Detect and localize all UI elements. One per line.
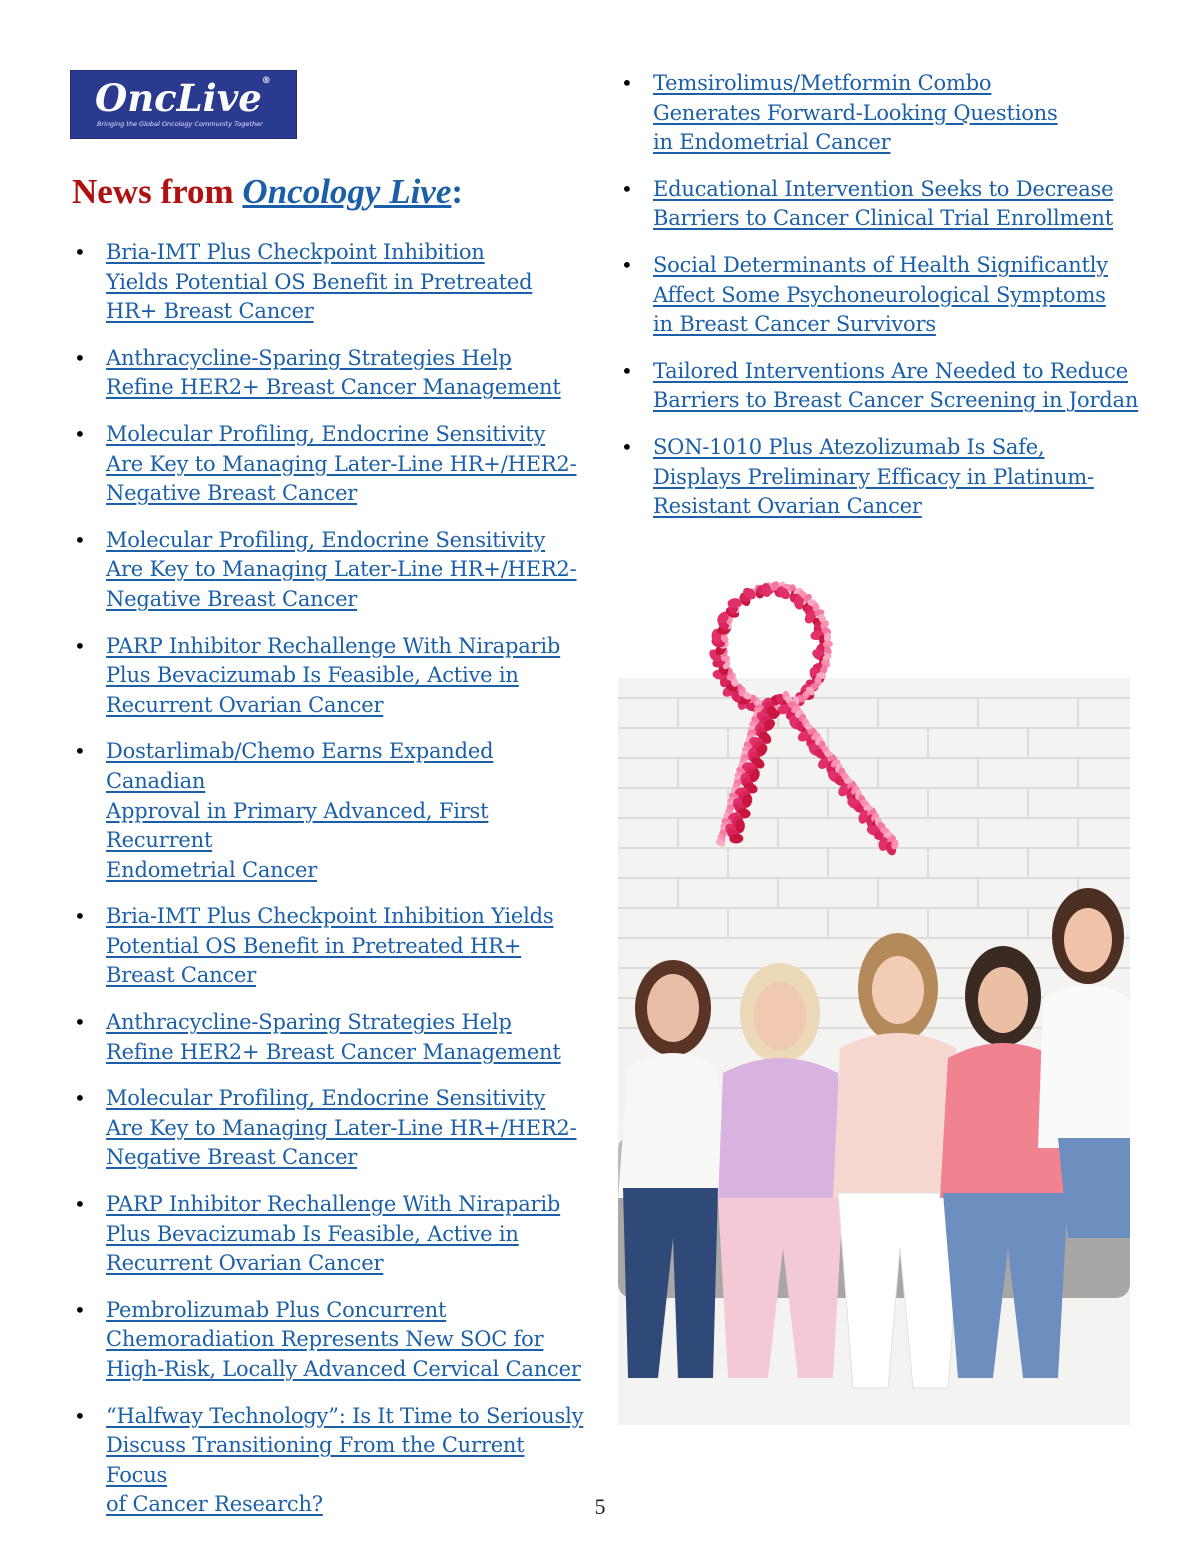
news-item	[72, 420, 592, 509]
heading-prefix: News from	[72, 172, 243, 211]
bullet-point: •	[621, 358, 633, 383]
news-item	[72, 1084, 592, 1173]
news-item	[72, 1296, 592, 1385]
bullet-point: •	[74, 633, 86, 658]
bullet-point: •	[621, 434, 633, 459]
bullet-point: •	[621, 252, 633, 277]
news-item-link[interactable]: PARP Inhibitor Rechallenge With Niraparib Plus Bevacizumab Is Feasible, Active in Recurrent Ovarian Cancer	[106, 1192, 561, 1276]
news-item	[619, 251, 1139, 340]
logo-tagline: Bringing the Global Oncology Community Together	[97, 120, 263, 128]
onclive-logo[interactable]	[70, 70, 297, 139]
news-item-link[interactable]: Social Determinants of Health Significantly Affect Some Psychoneurological Symptoms in Breast Cancer Survivors	[653, 252, 1108, 337]
page-number: 5	[594, 1494, 606, 1519]
news-item-link[interactable]: Temsirolimus/Metformin Combo Generates Forward-Looking Questions in Endometrial Cancer	[653, 71, 1058, 155]
news-item	[619, 433, 1139, 522]
news-item	[72, 902, 592, 991]
news-item	[72, 737, 592, 885]
section-heading	[72, 172, 463, 212]
news-item-link[interactable]: Anthracycline-Sparing Strategies Help Refine HER2+ Breast Cancer Management	[106, 345, 561, 400]
news-item	[72, 238, 592, 327]
bullet-point: •	[74, 904, 86, 929]
news-item	[72, 526, 592, 615]
news-item-link[interactable]: Pembrolizumab Plus Concurrent Chemoradiation Represents New SOC for High-Risk, Locally Advanced Cervical Cancer	[106, 1297, 581, 1381]
bullet-point: •	[74, 1086, 86, 1111]
bullet-point: •	[74, 739, 86, 764]
bullet-point: •	[74, 421, 86, 446]
news-item-link[interactable]: Tailored Interventions Are Needed to Reduce Barriers to Breast Cancer Screening in Jordan	[653, 358, 1139, 413]
news-item-link[interactable]: PARP Inhibitor Rechallenge With Niraparib Plus Bevacizumab Is Feasible, Active in Recurrent Ovarian Cancer	[106, 633, 561, 717]
news-item-link[interactable]: “Halfway Technology”: Is It Time to Seriously Discuss Transitioning From the Current Focus of Cancer Research?	[106, 1403, 584, 1517]
news-item-link[interactable]: Bria-IMT Plus Checkpoint Inhibition Yields Potential OS Benefit in Pretreated HR+ Breast Cancer	[106, 904, 554, 988]
bullet-point: •	[621, 176, 633, 201]
pink-ribbon-petals	[618, 570, 1130, 900]
bullet-point: •	[74, 1010, 86, 1035]
bullet-point: •	[74, 345, 86, 370]
news-item-link[interactable]: Molecular Profiling, Endocrine Sensitivity Are Key to Managing Later-Line HR+/HER2- Negative Breast Cancer	[106, 421, 577, 506]
news-list-right	[619, 69, 1139, 539]
news-item	[619, 357, 1139, 416]
bullet-point: •	[621, 71, 633, 95]
news-item	[72, 344, 592, 403]
bullet-point: •	[74, 240, 86, 264]
bullet-point: •	[74, 1192, 86, 1217]
news-item	[72, 1008, 592, 1067]
bullet-point: •	[74, 527, 86, 552]
heading-suffix: :	[451, 172, 464, 211]
oncology-live-link[interactable]: Oncology Live	[242, 172, 452, 211]
news-item-link[interactable]: Educational Intervention Seeks to Decrease Barriers to Cancer Clinical Trial Enrollment	[653, 176, 1114, 231]
news-item	[619, 175, 1139, 234]
bullet-point: •	[74, 1297, 86, 1322]
news-item-link[interactable]: Molecular Profiling, Endocrine Sensitivity Are Key to Managing Later-Line HR+/HER2- Negative Breast Cancer	[106, 527, 577, 611]
news-item	[619, 69, 1139, 158]
news-item-link[interactable]: Anthracycline-Sparing Strategies Help Refine HER2+ Breast Cancer Management	[106, 1010, 561, 1064]
news-item-link[interactable]: Bria-IMT Plus Checkpoint Inhibition Yields Potential OS Benefit in Pretreated HR+ Breast Cancer	[106, 240, 533, 324]
news-item-link[interactable]: Molecular Profiling, Endocrine Sensitivity Are Key to Managing Later-Line HR+/HER2- Negative Breast Cancer	[106, 1086, 577, 1170]
news-item-link[interactable]: Dostarlimab/Chemo Earns Expanded Canadian Approval in Primary Advanced, First Recurrent Endometrial Cancer	[106, 739, 494, 882]
news-item	[72, 632, 592, 721]
news-item	[72, 1190, 592, 1279]
news-item-link[interactable]: SON-1010 Plus Atezolizumab Is Safe, Displays Preliminary Efficacy in Platinum- Resistant Ovarian Cancer	[653, 434, 1094, 519]
news-list-left	[72, 238, 592, 1537]
bullet-point: •	[74, 1403, 86, 1428]
logo-wordmark: OncLive®	[95, 76, 271, 120]
